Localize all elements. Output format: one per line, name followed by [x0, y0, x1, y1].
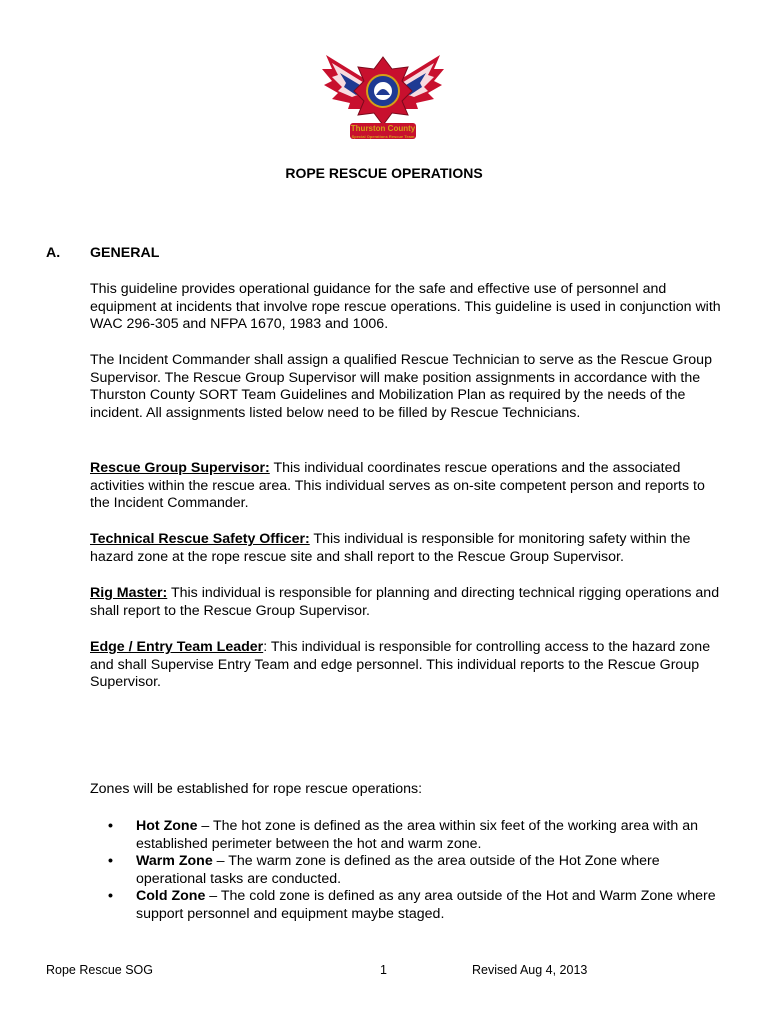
list-item	[108, 888, 728, 923]
footer-left: Rope Rescue SOG	[46, 963, 153, 977]
zone-description: – The cold zone is defined as any area outside of the Hot and Warm Zone where support personnel and equipment maybe staged.	[136, 888, 716, 922]
zone-description: – The warm zone is defined as the area outside of the Hot Zone where operational tasks are conducted.	[136, 853, 660, 887]
role-rescue-group-supervisor	[90, 460, 726, 513]
role-description: This individual is responsible for monitoring safety within the hazard zone at the rope rescue site and shall report to the Rescue Group Supervisor.	[90, 531, 691, 565]
role-description: This individual coordinates rescue operations and the associated activities within the rescue area. This individual serves as on-site competent person and reports to the Incident Commander.	[90, 460, 705, 512]
zone-description: – The hot zone is defined as the area within six feet of the working area with an established perimeter between the hot and warm zone.	[136, 818, 699, 852]
role-edge-entry-team-leader	[90, 639, 726, 692]
section-heading: GENERAL	[90, 245, 160, 261]
role-label: Technical Rescue Safety Officer:	[90, 531, 310, 547]
zone-label: Warm Zone	[136, 853, 213, 870]
zone-label: Cold Zone	[136, 888, 206, 905]
role-safety-officer	[90, 531, 726, 566]
page-number: 1	[380, 963, 387, 977]
commander-paragraph: The Incident Commander shall assign a qualified Rescue Technician to serve as the Rescue Group Supervisor. The Rescue Group Supervisor will make position assignments in accordance with the Thurston County SORT Team Guidelines and Mobilization Plan as required by the needs of the incident. All assignments listed below need to be filled by Rescue Technicians.	[90, 352, 712, 421]
role-label: Rig Master:	[90, 585, 168, 601]
section-letter: A.	[46, 245, 61, 261]
zones-intro: Zones will be established for rope rescue operations:	[90, 781, 423, 797]
team-logo	[318, 47, 448, 142]
svg-text:Special Operations Rescue Team: Special Operations Rescue Team	[351, 134, 415, 139]
zone-label: Hot Zone	[136, 818, 198, 834]
bullet: •	[108, 853, 113, 870]
list-item	[108, 818, 728, 853]
zones-list	[108, 818, 728, 924]
document-title: ROPE RESCUE OPERATIONS	[285, 165, 483, 181]
role-label: Rescue Group Supervisor:	[90, 460, 270, 476]
bullet: •	[108, 818, 113, 834]
svg-text:Thurston County: Thurston County	[350, 124, 416, 133]
role-description: This individual is responsible for planning and directing technical rigging operations and shall report to the Rescue Group Supervisor.	[90, 585, 720, 619]
list-item	[108, 853, 728, 888]
footer-revision: Revised Aug 4, 2013	[472, 963, 588, 977]
role-description: : This individual is responsible for controlling access to the hazard zone and shall Supervise Entry Team and edge personnel. This individual reports to the Rescue Group Supervisor.	[90, 639, 711, 691]
bullet: •	[108, 888, 113, 905]
intro-paragraph: This guideline provides operational guidance for the safe and effective use of personnel and equipment at incidents that involve rope rescue operations. This guideline is used in conjunction with WAC 296-305 and NFPA 1670, 1983 and 1006.	[90, 281, 721, 333]
role-rig-master	[90, 585, 726, 620]
fire-emblem-icon	[318, 47, 448, 142]
role-label: Edge / Entry Team Leader	[90, 639, 264, 655]
